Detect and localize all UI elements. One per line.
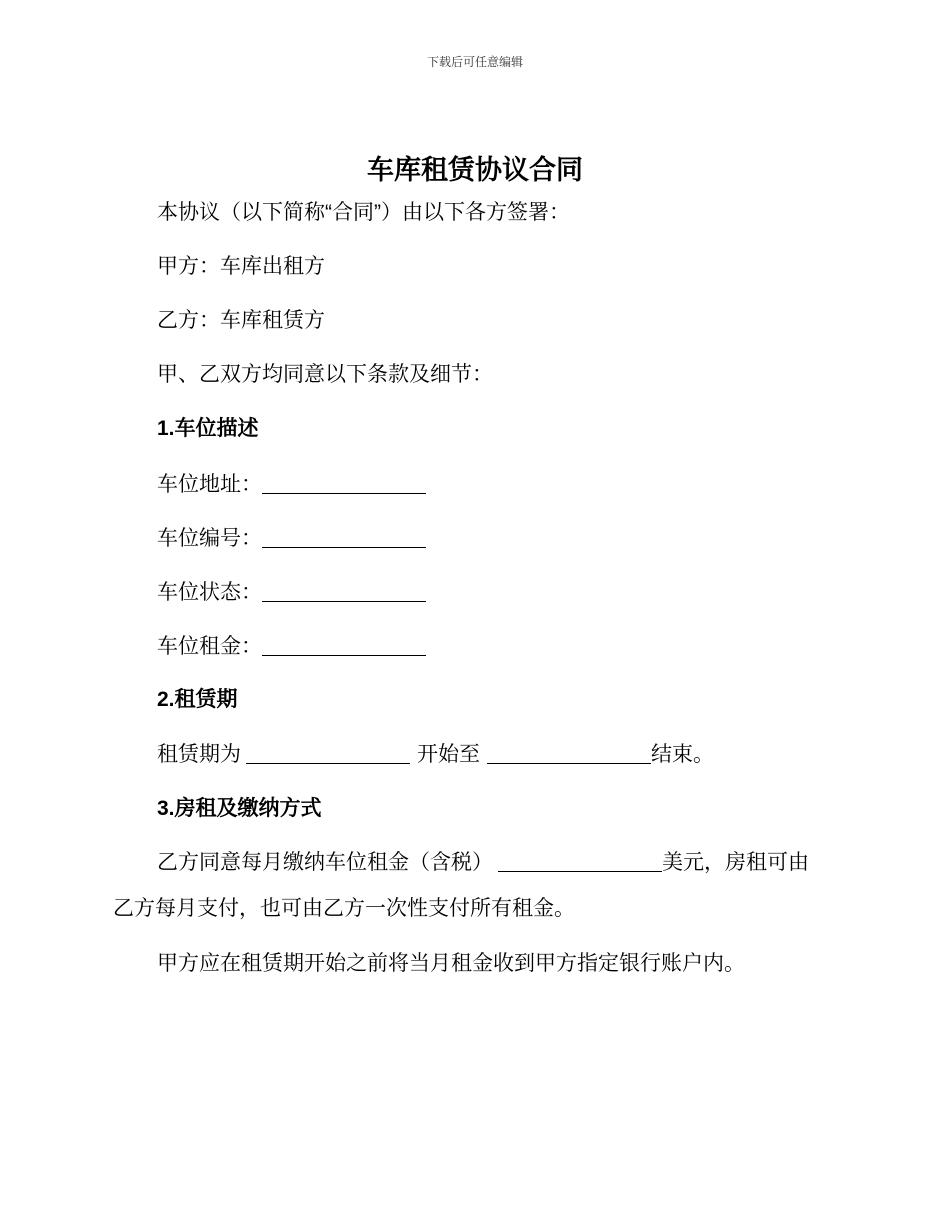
party-b-line: 乙方：车库租赁方 [157,309,325,332]
lease-period-text-after: 结束。 [651,743,714,766]
lease-period-line [157,739,714,770]
blank-field-start-date [246,742,410,764]
lease-period-text-before: 租赁期为 [157,743,241,766]
section-heading-2: 2.租赁期 [157,688,238,711]
field-row-number [157,523,426,554]
header-note: 下载后可任意编辑 [426,55,523,69]
agreement-line: 甲、乙双方均同意以下条款及细节： [157,363,493,386]
document-title: 车库租赁协议合同 [367,155,583,185]
intro-paragraph: 本协议（以下简称“合同”）由以下各方签署： [157,201,570,224]
blank-field [262,580,426,602]
rent-text-after: 美元，房租可由 [662,851,809,874]
field-label: 车位编号： [157,527,262,550]
rent-text-before: 乙方同意每月缴纳车位租金（含税） [157,851,493,874]
blank-field [262,472,426,494]
field-row-status [157,577,426,608]
blank-field [262,634,426,656]
blank-field [262,526,426,548]
blank-field-amount [498,850,662,872]
rent-paragraph-line-1 [157,847,809,878]
field-row-rent [157,631,426,662]
field-row-address [157,469,426,500]
rent-paragraph-line-2: 乙方每月支付，也可由乙方一次性支付所有租金。 [113,897,575,920]
party-a-line: 甲方：车库出租方 [157,255,325,278]
lease-period-text-middle: 开始至 [417,743,480,766]
field-label: 车位状态： [157,581,262,604]
field-label: 车位租金： [157,635,262,658]
section-heading-3: 3.房租及缴纳方式 [157,797,322,820]
payment-paragraph: 甲方应在租赁期开始之前将当月租金收到甲方指定银行账户内。 [157,952,745,975]
section-heading-1: 1.车位描述 [157,417,259,440]
field-label: 车位地址： [157,473,262,496]
blank-field-end-date [487,742,651,764]
